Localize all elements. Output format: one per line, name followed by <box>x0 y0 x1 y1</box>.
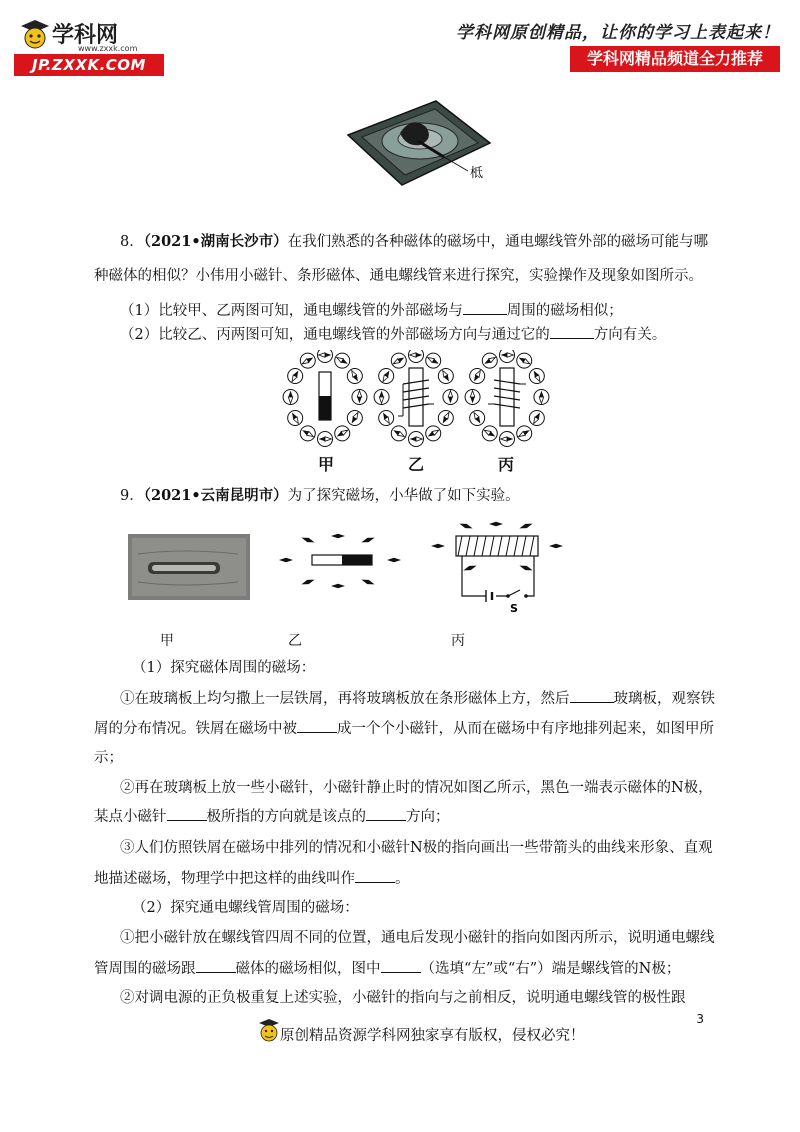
q9-t1-text-b: 管周围的磁场跟 <box>94 961 196 977</box>
q9-s1-text-c: 屑的分布情况。铁屑在磁场中被 <box>94 721 297 737</box>
small-needle-icon <box>431 544 445 548</box>
answer-blank[interactable] <box>167 806 207 821</box>
compass-needle-icon <box>300 353 315 368</box>
small-needle-icon <box>361 580 374 585</box>
q9-s2-line-1: ②再在玻璃板上放一些小磁针，小磁针静止时的情况如图乙所示，黑色一端表示磁体的N极， <box>120 780 713 796</box>
solenoid-circuit-figure <box>430 520 570 612</box>
answer-blank[interactable] <box>550 324 594 339</box>
q9-s1-line-3: 示； <box>94 750 123 766</box>
q8-line-1 <box>120 232 708 252</box>
q9-s3-text-b: 地描述磁场，物理学中把这样的曲线叫作 <box>94 871 355 887</box>
q9-s2-text-d: 方向； <box>406 809 450 825</box>
promo-banner[interactable]: 学科网精品频道全力推荐 <box>570 46 780 72</box>
q9-line-1 <box>120 486 520 506</box>
q8-source: （2021•湖南长沙市） <box>143 233 288 250</box>
answer-blank[interactable] <box>366 806 406 821</box>
switch-label: S <box>510 602 518 612</box>
site-logo[interactable] <box>14 14 164 76</box>
answer-blank[interactable] <box>463 300 507 315</box>
compass-needle-icon <box>482 353 497 368</box>
q8-part-1 <box>120 300 623 321</box>
compass-needle-icon <box>352 390 367 405</box>
answer-blank[interactable] <box>196 958 236 973</box>
q9-s2-line-2 <box>94 806 450 827</box>
compass-needle-icon <box>529 369 544 384</box>
q9-t1-text-d: （选填“左”或“右”）端是螺线管的N极； <box>420 961 681 977</box>
copyright-notice: 原创精品资源学科网独家享有版权，侵权必究！ <box>280 1028 585 1044</box>
small-needle-icon <box>519 524 532 529</box>
q8-number: 8． <box>120 234 144 250</box>
solenoid-b <box>398 368 434 426</box>
small-needle-icon <box>301 538 314 543</box>
q8-p1-text-a: （1）比较甲、乙两图可知，通电螺线管的外部磁场与 <box>120 303 463 319</box>
q8-stem-1: 在我们熟悉的各种磁体的磁场中，通电螺线管外部的磁场可能与哪 <box>287 234 709 250</box>
compass-needle-icon <box>391 426 406 441</box>
q9-t2-line-1: ②对调电源的正负极重复上述实验，小磁针的指向与之前相反，说明通电螺线管的极性跟 <box>120 990 686 1006</box>
compass-needle-icon <box>347 411 362 426</box>
compass-needle-icon <box>335 426 350 441</box>
q9-caption-yi: 乙 <box>288 633 302 649</box>
compass-needle-icon <box>482 426 497 441</box>
sinan-compass-figure <box>340 95 500 190</box>
compass-needle-icon <box>426 426 441 441</box>
q9-s1-line-1 <box>120 688 715 709</box>
q9-s1-text-a: ①在玻璃板上均匀撒上一层铁屑，再将玻璃板放在条形磁体上方，然后 <box>120 691 570 707</box>
q9-part2-title: （2）探究通电螺线管周围的磁场： <box>132 900 359 916</box>
compass-needle-icon <box>318 432 333 447</box>
q8-caption-yi: 乙 <box>408 455 425 474</box>
compass-needle-icon <box>288 369 303 384</box>
compass-needle-icon <box>409 350 424 363</box>
q8-part-2 <box>120 324 666 345</box>
q9-s3-line-2 <box>94 868 410 889</box>
compass-needle-icon <box>465 390 480 405</box>
q8-caption-bing: 丙 <box>498 455 515 474</box>
compass-needle-icon <box>438 411 453 426</box>
header-slogan: 学科网原创精品，让你的学习上表起来！ <box>456 23 780 43</box>
page-number: 3 <box>696 1012 704 1026</box>
q9-source: （2021•云南昆明市） <box>143 487 288 504</box>
q9-number: 9． <box>120 488 144 504</box>
compass-needle-icon <box>379 369 394 384</box>
compass-needle-icon <box>534 390 549 405</box>
iron-filings-photo <box>128 534 250 600</box>
small-needle-icon <box>387 558 401 562</box>
q9-t1-line-2 <box>94 958 680 979</box>
logo-subtitle: www.zxxk.com <box>78 44 138 53</box>
compass-needle-icon <box>517 353 532 368</box>
q9-s2-text-c: 极所指的方向就是该点的 <box>206 809 366 825</box>
small-needle-icon <box>279 558 293 562</box>
small-needle-icon <box>459 524 472 529</box>
compass-needle-icon <box>391 353 406 368</box>
compass-needle-icon <box>379 411 394 426</box>
q9-stem: 为了探究磁场，小华做了如下实验。 <box>287 488 520 504</box>
compass-needle-icon <box>438 369 453 384</box>
q8-p2-text-a: （2）比较乙、丙两图可知，通电螺线管的外部磁场方向与通过它的 <box>120 327 550 343</box>
q9-s1-line-2 <box>94 718 714 739</box>
q9-t1-line-1: ①把小磁针放在螺线管四周不同的位置，通电后发现小磁针的指向如图丙所示，说明通电螺线 <box>120 930 715 946</box>
small-needle-icon <box>301 580 314 585</box>
bar-magnet <box>319 372 331 420</box>
q9-caption-jia: 甲 <box>160 633 174 649</box>
q9-t1-text-c: 磁体的磁场相似，图中 <box>235 961 381 977</box>
bar-magnet-needles-figure <box>272 528 407 596</box>
compass-needle-icon <box>300 426 315 441</box>
q8-caption-jia: 甲 <box>318 455 335 474</box>
answer-blank[interactable] <box>297 718 337 733</box>
compass-needle-icon <box>470 369 485 384</box>
compass-needle-icon <box>347 369 362 384</box>
compass-needle-icon <box>426 353 441 368</box>
small-needle-icon <box>489 522 503 526</box>
logo-title: 学科网 <box>52 23 119 48</box>
compass-needle-icon <box>288 411 303 426</box>
answer-blank[interactable] <box>570 688 614 703</box>
compass-needle-icon <box>517 426 532 441</box>
figure-label: 柢 <box>470 166 484 181</box>
q9-caption-bing: 丙 <box>451 633 465 649</box>
mascot-icon <box>20 18 50 52</box>
small-needle-icon <box>519 566 532 571</box>
solenoid-c <box>488 368 526 426</box>
compass-needle-icon <box>318 350 333 363</box>
compass-needle-icon <box>283 390 298 405</box>
answer-blank[interactable] <box>381 958 421 973</box>
compass-needle-icon <box>470 411 485 426</box>
compass-needle-icon <box>374 390 389 405</box>
compass-needle-icon <box>500 350 515 363</box>
q9-s1-text-b: 玻璃板，观察铁 <box>613 691 715 707</box>
answer-blank[interactable] <box>355 868 395 883</box>
small-needle-icon <box>463 566 476 571</box>
mascot-icon <box>258 1018 280 1046</box>
compass-needle-icon <box>409 432 424 447</box>
compass-needle-icon <box>335 353 350 368</box>
small-needle-icon <box>331 534 345 538</box>
compass-needle-icon <box>529 411 544 426</box>
small-needle-icon <box>361 538 374 543</box>
logo-url[interactable]: JP.ZXXK.COM <box>14 54 164 76</box>
compass-needle-icon <box>443 390 458 405</box>
q9-s3-line-1: ③人们仿照铁屑在磁场中排列的情况和小磁针N极的指向画出一些带箭头的曲线来形象、直观 <box>120 840 713 856</box>
q9-s2-text-b: 某点小磁针 <box>94 809 167 825</box>
compass-needle-icon <box>500 432 515 447</box>
small-needle-icon <box>549 544 563 548</box>
q9-s3-text-c: 。 <box>395 871 410 887</box>
q8-p2-text-b: 方向有关。 <box>593 327 667 343</box>
q8-stem-2: 种磁体的相似？小伟用小磁针、条形磁体、通电螺线管来进行探究，实验操作及现象如图所示。 <box>94 268 703 284</box>
q9-s1-text-d: 成一个个小磁针，从而在磁场中有序地排列起来，如图甲所 <box>337 721 714 737</box>
small-needle-icon <box>331 584 345 588</box>
q8-p1-text-b: 周围的磁场相似； <box>506 303 623 319</box>
q9-part1-title: （1）探究磁体周围的磁场： <box>132 660 316 676</box>
